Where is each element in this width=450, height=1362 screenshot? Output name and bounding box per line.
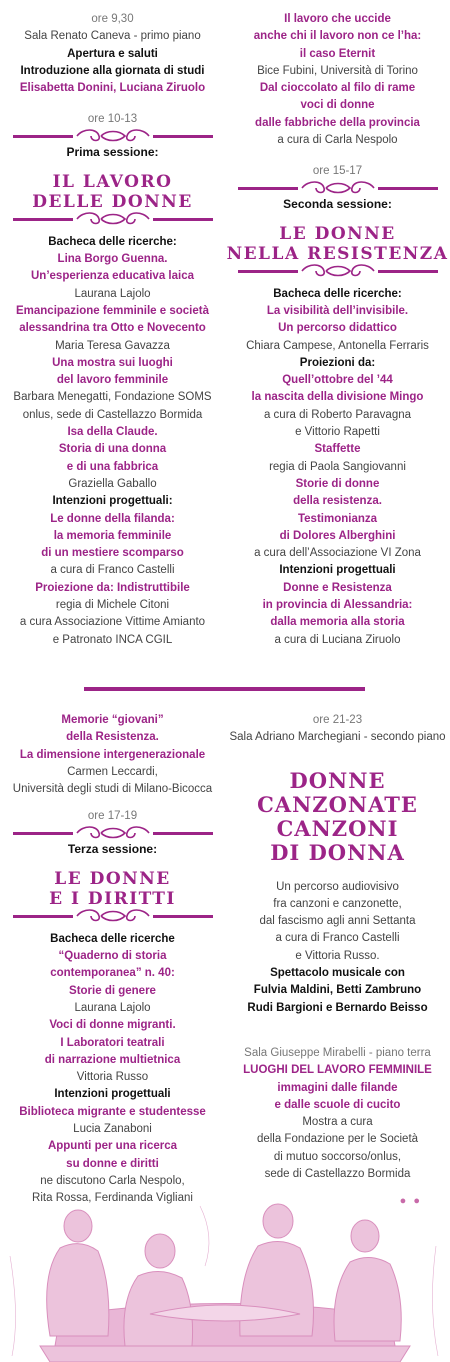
section-heading: Intenzioni progettuali	[279, 564, 396, 577]
talk-title: di narrazione multietnica	[44, 1053, 181, 1066]
session-label: Seconda sessione:	[283, 196, 392, 211]
talk-title: la nascita della divisione Mingo	[251, 391, 424, 404]
time-label: ore 17-19	[87, 810, 138, 823]
item-heading: Apertura e saluti	[67, 47, 158, 60]
section-heading: Spettacolo musicale con	[270, 967, 405, 980]
item-heading: Introduzione alla giornata di studi	[20, 64, 205, 77]
talk-title: Un’esperienza educativa laica	[31, 270, 194, 283]
section-heading: Bacheca delle ricerche:	[273, 287, 402, 300]
speaker: Laurana Lajolo	[74, 1001, 151, 1014]
right-column-top	[225, 11, 450, 649]
ornament-rule-icon	[13, 129, 213, 143]
session-title: E I DIRITTI	[49, 888, 176, 909]
talk-title: del lavoro femminile	[56, 374, 169, 387]
talk-title: Una mostra sui luoghi	[52, 356, 173, 369]
speaker: Laurana Lajolo	[74, 287, 151, 300]
talk-title: dalla memoria alla storia	[270, 616, 405, 629]
speaker: Maria Teresa Gavazza	[55, 339, 170, 352]
talk-title: anche chi il lavoro non ce l’ha:	[253, 30, 422, 43]
talk-title: Lina Borgo Guenna.	[57, 253, 168, 266]
talk-title: Storia di una donna	[58, 443, 167, 456]
event-title: DONNE	[289, 767, 386, 793]
speaker: Università degli studi di Milano-Bicocca	[12, 783, 213, 796]
speaker: Chiara Campese, Antonella Ferraris	[246, 339, 429, 352]
talk-title: della Resistenza.	[66, 731, 159, 744]
talk-title: Testimonianza	[297, 512, 378, 525]
speaker: Bice Fubini, Università di Torino	[257, 64, 418, 77]
ornament-rule-icon	[238, 181, 438, 195]
speaker: a cura di Luciana Ziruolo	[274, 633, 401, 646]
talk-title: “Quaderno di storia	[58, 950, 167, 963]
talk-title: Le donne della filanda:	[50, 512, 175, 525]
speaker: a cura di Franco Castelli	[275, 932, 400, 945]
talk-title: I Laboratori teatrali	[60, 1036, 165, 1049]
speaker: Rita Rossa, Ferdinanda Vigliani	[32, 1192, 193, 1205]
talk-title: in provincia di Alessandria:	[262, 599, 413, 612]
speaker: a cura Associazione Vittime Amianto	[19, 616, 206, 629]
speaker: regia di Michele Citoni	[55, 599, 170, 612]
session-title: LE DONNE	[279, 223, 396, 244]
talk-title: di un mestiere scomparso	[41, 547, 184, 560]
session-title: DELLE DONNE	[32, 191, 193, 212]
description: sede di Castellazzo Bormida	[264, 1168, 411, 1181]
session-title: NELLA RESISTENZA	[226, 243, 449, 264]
women-working-engraving-icon	[0, 1196, 450, 1362]
section-heading: Intenzioni progettuali	[54, 1088, 171, 1101]
time-label: ore 15-17	[312, 165, 363, 178]
speaker: a cura di Roberto Paravagna	[263, 408, 412, 421]
talk-title: Isa della Claude.	[67, 426, 158, 439]
talk-title: La visibilità dell’invisibile.	[266, 304, 409, 317]
talk-title: su donne e diritti	[66, 1157, 159, 1170]
talk-title: Un percorso didattico	[278, 322, 397, 335]
speaker: a cura dell’Associazione VI Zona	[254, 547, 421, 560]
session-title: IL LAVORO	[52, 171, 173, 192]
time-label: ore 10-13	[87, 113, 138, 126]
ornament-rule-icon	[13, 909, 213, 923]
talk-title: Staffette	[314, 443, 361, 456]
event-title: DI DONNA	[270, 839, 405, 865]
performers: Rudi Bargioni e Bernardo Beisso	[247, 1001, 428, 1014]
talk-title: contemporanea” n. 40:	[50, 967, 175, 980]
time-label: ore 21-23	[312, 714, 363, 726]
exhibition-title: immagini dalle filande	[277, 1081, 398, 1094]
section-heading: Proiezioni da:	[299, 356, 376, 369]
description: di mutuo soccorso/onlus,	[273, 1150, 402, 1163]
description: fra canzoni e canzonette,	[273, 897, 402, 910]
talk-title: Dal cioccolato al filo di rame	[259, 82, 416, 95]
section-heading: Bacheca delle ricerche:	[48, 235, 177, 248]
talk-title: il caso Eternit	[299, 47, 376, 60]
speaker: e Vittorio Rapetti	[295, 426, 380, 439]
room-label: Sala Adriano Marchegiani - secondo piano	[229, 731, 446, 744]
event-title: CANZONI	[276, 815, 399, 841]
session-label: Prima sessione:	[66, 144, 159, 159]
ornament-rule-icon	[13, 212, 213, 226]
talk-title: Appunti per una ricerca	[47, 1140, 178, 1153]
speaker: Carmen Leccardi,	[67, 765, 158, 778]
talk-title: Voci di donne migranti.	[49, 1019, 176, 1032]
talk-title: Donne e Resistenza	[283, 581, 392, 594]
ornament-rule-icon	[238, 264, 438, 278]
talk-title: Emancipazione femminile e società	[15, 304, 209, 317]
speaker: Vittoria Russo	[76, 1071, 149, 1084]
speaker-names: Elisabetta Donini, Luciana Ziruolo	[19, 82, 206, 95]
speaker: Graziella Gaballo	[68, 477, 157, 490]
speaker: regia di Paola Sangiovanni	[269, 460, 406, 473]
description: Un percorso audiovisivo	[276, 880, 399, 893]
talk-title: alessandrina tra Otto e Novecento	[19, 322, 206, 335]
exhibition-title: LUOGHI DEL LAVORO FEMMINILE	[243, 1064, 432, 1077]
page-divider	[84, 687, 365, 691]
speaker: e Vittoria Russo.	[295, 949, 380, 962]
talk-title: Storie di donne	[295, 477, 380, 490]
talk-title: Proiezione da: Indistruttibile	[35, 581, 190, 594]
talk-title: la memoria femminile	[53, 529, 172, 542]
talk-title: e di una fabbrica	[66, 460, 159, 473]
talk-title: Quell’ottobre del ’44	[282, 374, 393, 387]
section-heading: Bacheca delle ricerche	[50, 932, 175, 945]
left-column-top	[0, 11, 225, 649]
speaker: ne discutono Carla Nespolo,	[40, 1174, 185, 1187]
event-title: CANZONATE	[257, 791, 418, 817]
description: della Fondazione per le Società	[256, 1133, 419, 1146]
speaker: a cura di Carla Nespolo	[277, 134, 398, 147]
talk-title: Biblioteca migrante e studentesse	[19, 1105, 206, 1118]
room-label: Sala Giuseppe Mirabelli - piano terra	[244, 1046, 431, 1059]
description: Mostra a cura	[302, 1116, 373, 1129]
talk-title: Il lavoro che uccide	[284, 13, 391, 25]
session-label: Terza sessione:	[67, 841, 158, 856]
section-heading: Intenzioni progettuali:	[52, 495, 173, 508]
description: dal fascismo agli anni Settanta	[259, 915, 416, 928]
time-label: ore 9,30	[91, 13, 134, 25]
room-label: Sala Renato Caneva - primo piano	[24, 30, 201, 43]
speaker: e Patronato INCA CGIL	[52, 633, 173, 646]
performers: Fulvia Maldini, Betti Zambruno	[253, 984, 422, 997]
exhibition-title: e dalle scuole di cucito	[274, 1098, 401, 1111]
talk-title: della resistenza.	[293, 495, 382, 508]
talk-title: La dimensione intergenerazionale	[19, 748, 206, 761]
talk-title: di Dolores Alberghini	[279, 529, 396, 542]
talk-title: Memorie “giovani”	[61, 714, 164, 726]
speaker: a cura di Franco Castelli	[50, 564, 175, 577]
ornament-rule-icon	[13, 826, 213, 840]
right-column-bottom	[225, 712, 450, 1183]
talk-title: voci di donne	[300, 99, 375, 112]
talk-title: Storie di genere	[69, 984, 156, 997]
talk-title: dalle fabbriche della provincia	[255, 116, 420, 129]
session-title: LE DONNE	[54, 868, 171, 889]
decorative-dots-icon: ● ●	[399, 1195, 422, 1207]
speaker: Lucia Zanaboni	[73, 1123, 152, 1136]
left-column-bottom	[0, 712, 225, 1208]
speaker: onlus, sede di Castellazzo Bormida	[22, 408, 203, 421]
speaker: Barbara Menegatti, Fondazione SOMS	[13, 391, 212, 404]
